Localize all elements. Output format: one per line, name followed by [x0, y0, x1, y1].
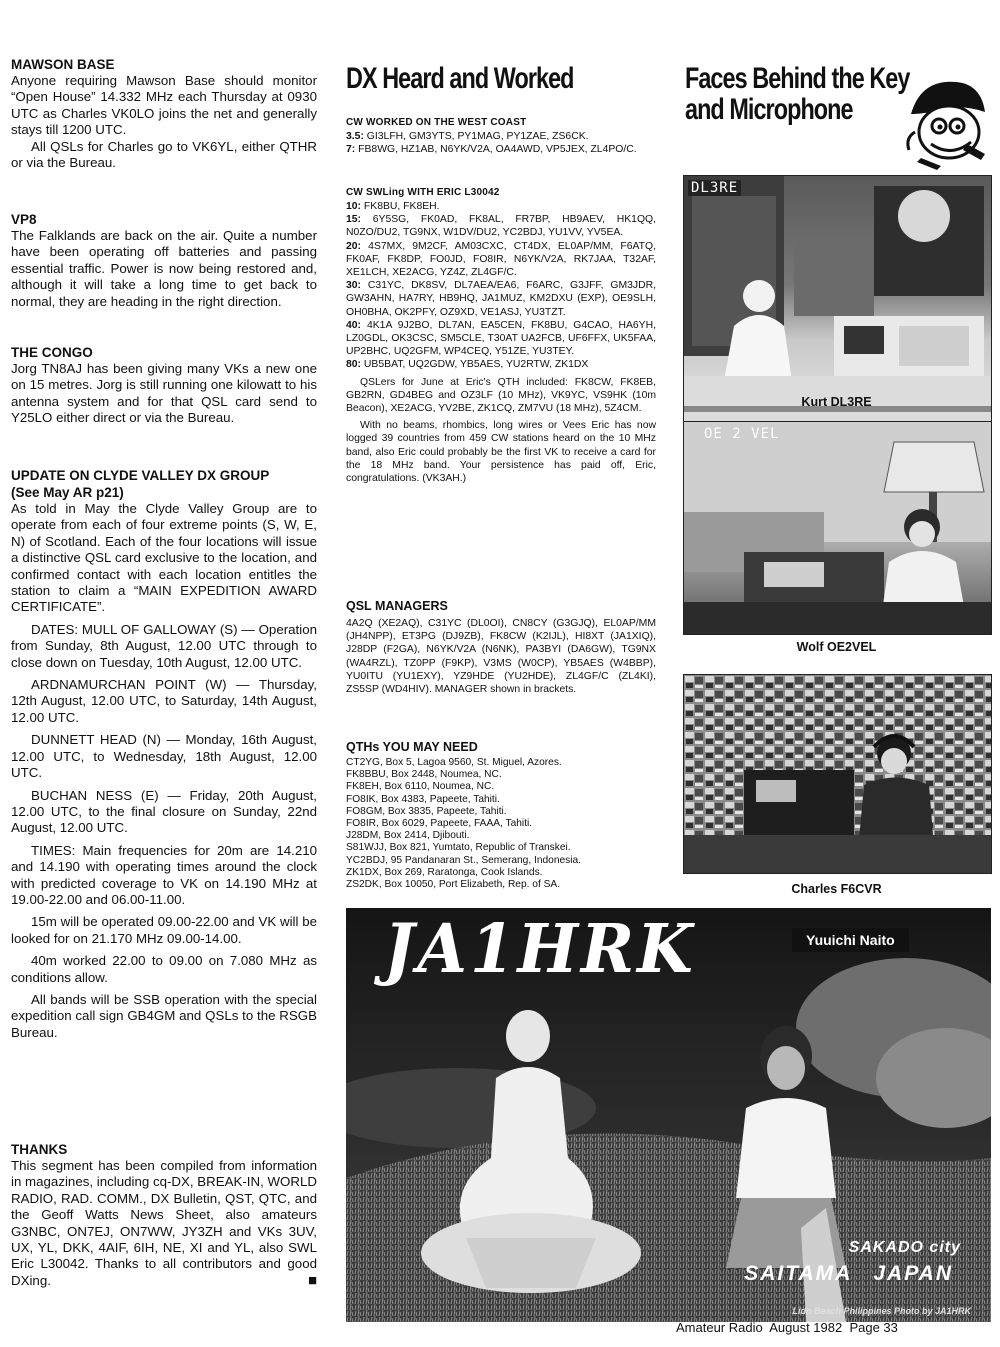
thanks-text: This segment has been compiled from information in magazines, including cq-DX, BREAK-IN, WORLD RADIO, RAD. COMM., DX Bulletin, QST, QTC, and the Geoff Watts News Sheet, also amateurs G3NBC, ON7EJ, ON7WW, JY3ZH and VKs 3UV, UX, YL, DKK, 4AIF, 6IH, NE, XI and YL, also SWL Eric L30042. Thanks to all contributors and good DXing. — [11, 1158, 317, 1288]
section-congo — [11, 344, 317, 427]
section-thanks — [11, 1141, 317, 1289]
band-label: 30: — [346, 280, 362, 292]
qth-line: ZK1DX, Box 269, Raratonga, Cook Islands. — [346, 866, 543, 878]
section-qsl-managers — [346, 598, 656, 696]
section-mawson-base — [11, 56, 317, 171]
qth-line: S81WJJ, Box 821, Yumtato, Republic of Transkei. — [346, 842, 571, 854]
photo-tag: DL3RE — [688, 180, 741, 196]
qth-line: FK8BBU, Box 2448, Noumea, NC. — [346, 769, 502, 781]
band-label: 10: — [346, 201, 362, 212]
band-row — [346, 213, 656, 239]
band-callsigns: GI3LFH, GM3YTS, PY1MAG, PY1ZAE, ZS6CK. — [366, 131, 589, 142]
qsl-photo-credit: Lido Beach Philippines Photo by JA1HRK — [792, 1306, 971, 1316]
heading-congo: THE CONGO — [11, 345, 93, 360]
paragraph: Jorg TN8AJ has been giving many VKs a new one on 15 metres. Jorg is still running one kilowatt to his antenna system and for that QSL card send to Y25LO either direct or via the Bureau. — [11, 361, 317, 426]
qth-line: ZS2DK, Box 10050, Port Elizabeth, Rep. of SA. — [346, 879, 561, 891]
middle-column — [346, 62, 657, 891]
band-row — [346, 240, 656, 280]
band-label: 40: — [346, 319, 362, 331]
band-callsigns: UB5BAT, UQ2GDW, YB5AES, YU2RTW, ZK1DX — [363, 359, 589, 371]
band-callsigns: FB8WG, HZ1AB, N6YK/V2A, OA4AWD, VP5JEX, ZL4PO/C. — [358, 144, 637, 156]
photo-charles-f6cvr — [683, 674, 992, 874]
paragraph: All QSLs for Charles go to VK6YL, either QTHR or via the Bureau. — [11, 138, 317, 171]
band-row — [346, 200, 656, 213]
paragraph: QSLers for June at Eric's QTH included: FK8CW, FK8EB, GB2RN, GD4BEG and OZ3LF (10 MHz), VK9YC, VS9HK (10m Beacon), XE2ACG, YV2BE, ZK1CQ, ZM7VU (18 MHz), 5Z4CM. — [346, 376, 656, 415]
paragraph: DUNNETT HEAD (N) — Monday, 16th August, 12.00 UTC, to Wednesday, 18th August, 12.00 UTC. — [11, 732, 317, 781]
photo-charles-f6cvr-image — [684, 675, 991, 873]
caption-wolf-oe2vel: Wolf OE2VEL — [796, 640, 877, 654]
title-line-1: Faces Behind the Key — [685, 62, 910, 95]
band-label: 15: — [346, 214, 362, 226]
qsl-location: SAITAMA JAPAN — [744, 1262, 953, 1285]
band-row — [346, 143, 656, 156]
heading-thanks: THANKS — [11, 1142, 68, 1157]
band-label: 80: — [346, 359, 362, 371]
band-label: 3.5: — [346, 131, 364, 142]
paragraph: TIMES: Main frequencies for 20m are 14.210 and 14.190 with operating times around the clock with predicted coverage to VK on 14.190 MHz at 19.00-22.00 and 06.00-11.00. — [11, 842, 317, 907]
paragraph: 15m will be operated 09.00-22.00 and VK will be looked for on 21.170 MHz 09.00-14.00. — [11, 914, 317, 946]
qth-line: FK8EH, Box 6110, Noumea, NC. — [346, 781, 495, 793]
qsl-operator-name: Yuuichi Naito — [792, 928, 909, 952]
qsl-city: SAKADO city — [848, 1239, 961, 1256]
caption-kurt-dl3re: Kurt DL3RE — [801, 395, 872, 409]
band-row — [346, 279, 656, 319]
heading-mawson-base: MAWSON BASE — [11, 57, 115, 72]
end-mark-icon: ■ — [307, 1271, 317, 1289]
caption-charles-f6cvr: Charles F6CVR — [791, 882, 882, 896]
band-row — [346, 319, 656, 359]
title-dx-heard-worked: DX Heard and Worked — [346, 62, 574, 95]
band-callsigns: 6Y5SG, FK0AD, FK8AL, FR7BP, HB9AEV, HK1QQ, N0ZO/DU2, TG9NX, W1DV/DU2, YC2BDJ, YU1VV, YV5EA. — [346, 214, 656, 239]
paragraph: ARDNAMURCHAN POINT (W) — Thursday, 12th August, 12.00 UTC, to Saturday, 14th August, 12.00 UTC. — [11, 677, 317, 725]
qth-line: CT2YG, Box 5, Lagoa 9560, St. Miguel, Azores. — [346, 757, 562, 768]
band-row — [346, 130, 656, 143]
qsl-card-ja1hrk — [346, 908, 991, 1322]
section-clyde-valley — [11, 467, 317, 1041]
paragraph: The Falklands are back on the air. Quite a number have been operating off batteries and passing essential traffic. Power is now being restored and, although it will take a long time to get back to normal, they are heading in the right direction. — [11, 228, 317, 309]
page-footer: Amateur Radio August 1982 Page 33 — [676, 1320, 898, 1335]
band-callsigns: 4S7MX, 9M2CF, AM03CXC, CT4DX, EL0AP/MM, F6ATQ, FK0AF, FK8DP, FO0JD, FO8IR, N6YK/V2A, RK7JAA, T32AF, XE1LCH, XE2ACG, YZ4Z, ZL4GF/C. — [346, 240, 656, 279]
band-callsigns: C31YC, DK8SV, DL7AEA/EA6, F6ARC, G3JFF, GM3JDR, GW3AHN, HA7RY, HB9HQ, JA1MUZ, KM2DXU (EXP), OE9SLH, OH0BHA, OK2PFY, OZ9XD, VE1ASJ, YU3TZT. — [346, 280, 657, 318]
heading-clyde-valley: UPDATE ON CLYDE VALLEY DX GROUP — [11, 468, 270, 483]
qth-line: J28DM, Box 2414, Djibouti. — [346, 830, 470, 842]
section-west-coast — [346, 116, 656, 156]
band-label: 20: — [346, 240, 362, 252]
qsl-managers-list: 4A2Q (XE2AQ), C31YC (DL0OI), CN8CY (G3GJQ), EL0AP/MM (JH4NPP), ET3PG (DJ9ZB), FK8CW (K2IJL), HI8XT (JA1XIQ), J28DP (F2GA), N6YK/V2A (N6NK), PA3BYI (DA6GW), TG9NX (WA4RZL), TZ0PP (F9KP), V3MS (W0CP), YB5AES (W4BBP), YU0ITU (YU1EXY), YZ9HDE (YU2HDE), ZL4GF/C (ZL4KI), ZS5SP (WD4HIV). MANAGER shown in brackets. — [346, 618, 656, 696]
photo-tag: OE 2 VEL — [704, 426, 780, 442]
heading-west-coast: CW WORKED ON THE WEST COAST — [346, 117, 527, 128]
band-callsigns: 4K1A 9J2BO, DL7AN, EA5CEN, FK8BU, G4CAO, HA6YH, LZ0GDL, OK3CSC, SM5CLE, T30AT UA2FCB, UF6FFX, UK5FAA, UP2BHC, UQ2GFM, WP4CEQ, Y51ZE, YU3TEY. — [346, 319, 656, 358]
qth-line: YC2BDJ, 95 Pandanaran St., Semerang, Indonesia. — [346, 854, 582, 866]
qsl-callsign: JA1HRK — [384, 910, 696, 989]
band-row — [346, 358, 656, 371]
qth-line: FO8IR, Box 6029, Papeete, FAAA, Tahiti. — [346, 818, 533, 830]
section-swling — [346, 186, 656, 485]
section-qths — [346, 739, 656, 891]
qth-line: FO8GM, Box 3835, Papeete, Tahiti. — [346, 805, 507, 817]
title-faces — [685, 62, 915, 127]
subheading-clyde-valley: (See May AR p21) — [11, 485, 124, 500]
paragraph: Anyone requiring Mawson Base should monitor “Open House” 14.332 MHz each Thursday at 0930 UTC as Charles VK0LO joins the net and generally stays till 1200 UTC. — [11, 73, 317, 138]
qth-line: FO8IK, Box 4383, Papeete, Tahiti. — [346, 793, 500, 805]
heading-vp8: VP8 — [11, 212, 37, 227]
band-callsigns: FK8BU, FK8EH. — [363, 201, 440, 212]
heading-qths: QTHs YOU MAY NEED — [346, 740, 478, 754]
band-label: 7: — [346, 144, 356, 156]
paragraph — [11, 1158, 317, 1289]
qths-list — [346, 757, 656, 891]
paragraph: BUCHAN NESS (E) — Friday, 20th August, 12.00 UTC, to the final closure on Sunday, 22nd August, 12.00 UTC. — [11, 787, 317, 836]
section-vp8 — [11, 211, 317, 310]
heading-qsl-managers: QSL MANAGERS — [346, 599, 448, 613]
paragraph: With no beams, rhombics, long wires or Vees Eric has now logged 39 countries from 459 CW stations heard on the 10 MHz band, also Eric could probably be the first VK to receive a card for the 18 MHz band. Your persistence has paid off, Eric, congratulations. (VK3AH.) — [346, 420, 656, 485]
swling-list — [346, 200, 656, 372]
paragraph: 40m worked 22.00 to 09.00 on 7.080 MHz as conditions allow. — [11, 953, 317, 985]
west-coast-list — [346, 130, 656, 156]
photo-wolf-oe2vel — [683, 421, 992, 635]
paragraph: All bands will be SSB operation with the special expedition call sign GB4GM and QSLs to the RSGB Bureau. — [11, 991, 317, 1040]
paragraph: As told in May the Clyde Valley Group are to operate from each of four extreme points (S, W, E, N) of Scotland. Each of the four locations will issue a distinctive QSL card exclusive to the location, and confirmed contact with each location entitles the station to claim a “MAIN EXPEDITION AWARD CERTIFICATE”. — [11, 501, 317, 615]
paragraph: DATES: MULL OF GALLOWAY (S) — Operation from Sunday, 8th August, 12.00 UTC through to close down on Tuesday, 10th August, 12.00 UTC. — [11, 621, 317, 670]
heading-swling: CW SWLing WITH ERIC L30042 — [346, 187, 500, 198]
cartoon-operator-icon — [901, 74, 993, 170]
photo-wolf-oe2vel-image — [684, 422, 991, 634]
title-line-2: and Microphone — [685, 93, 853, 126]
